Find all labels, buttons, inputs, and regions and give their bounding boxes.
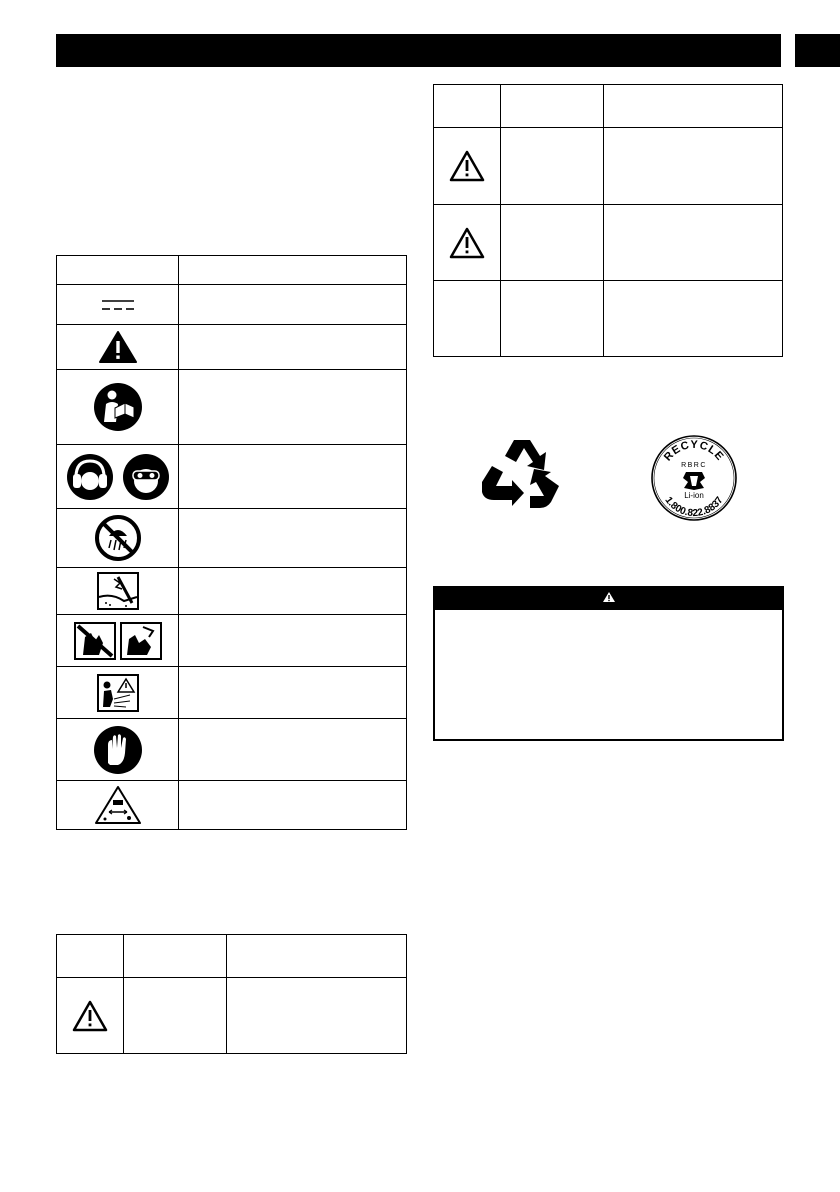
direct-current-icon <box>57 285 179 325</box>
table-header-row <box>434 85 783 128</box>
signal-word <box>501 205 604 281</box>
table-row <box>57 667 407 719</box>
signal-meaning <box>604 281 783 357</box>
warning-triangle-icon <box>602 590 616 608</box>
signal-column-header <box>124 935 227 978</box>
table-header-row <box>57 256 407 285</box>
empty-symbol-cell <box>434 281 501 357</box>
symbol-explanation <box>179 325 407 370</box>
ear-eye-protection-icon <box>57 445 179 509</box>
signal-meaning <box>227 978 407 1054</box>
bystander-warning-icon <box>57 667 179 719</box>
table-row <box>57 370 407 445</box>
signal-meaning <box>604 205 783 281</box>
symbol-explanation <box>179 285 407 325</box>
seal-top-text: RECYCLE <box>661 438 727 464</box>
warning-triangle-icon <box>434 128 501 205</box>
table-row <box>57 285 407 325</box>
symbol-explanation <box>179 568 407 615</box>
symbol-explanation <box>179 445 407 509</box>
signal-word <box>501 281 604 357</box>
symbol-explanation <box>179 370 407 445</box>
symbol-column-header <box>57 256 179 285</box>
table-header-row <box>57 935 407 978</box>
hazard-level-table <box>433 84 783 357</box>
table-row <box>57 719 407 781</box>
signal-meaning <box>604 128 783 205</box>
hazard-level-table <box>56 934 407 1054</box>
read-manual-icon <box>57 370 179 445</box>
table-row <box>434 128 783 205</box>
symbol-explanation <box>179 509 407 568</box>
table-row <box>57 615 407 667</box>
symbol-explanation <box>179 615 407 667</box>
table-row <box>57 445 407 509</box>
safety-alert-icon <box>57 325 179 370</box>
seal-chemistry-text: Li-ion <box>684 491 704 500</box>
keep-distance-icon <box>57 781 179 830</box>
rbrc-recycle-seal <box>650 434 738 527</box>
section-header-bar <box>56 34 781 67</box>
symbol-column-header <box>434 85 501 128</box>
wear-gloves-icon <box>57 719 179 781</box>
table-row <box>434 281 783 357</box>
symbol-explanation <box>179 719 407 781</box>
meaning-column-header <box>604 85 783 128</box>
meaning-column-header <box>227 935 407 978</box>
signal-word <box>124 978 227 1054</box>
symbol-column-header <box>57 935 124 978</box>
table-row <box>57 568 407 615</box>
explanation-column-header <box>179 256 407 285</box>
no-rain-icon <box>57 509 179 568</box>
table-row <box>57 978 407 1054</box>
language-tab <box>795 34 840 67</box>
warning-triangle-icon <box>434 205 501 281</box>
symbol-explanation <box>179 667 407 719</box>
table-row <box>57 509 407 568</box>
recycle-arrows-icon <box>474 436 564 521</box>
warning-triangle-icon <box>57 978 124 1054</box>
table-row <box>57 325 407 370</box>
keep-hands-away-icon <box>57 615 179 667</box>
signal-column-header <box>501 85 604 128</box>
flying-objects-icon <box>57 568 179 615</box>
seal-phone-text: 1.800.822.8837 <box>662 495 726 520</box>
table-row <box>434 205 783 281</box>
warning-box <box>433 586 784 741</box>
seal-middle-text: RBRC <box>681 462 707 469</box>
warning-header <box>435 588 782 610</box>
symbols-table <box>56 255 407 830</box>
symbol-explanation <box>179 781 407 830</box>
table-row <box>57 781 407 830</box>
signal-word <box>501 128 604 205</box>
